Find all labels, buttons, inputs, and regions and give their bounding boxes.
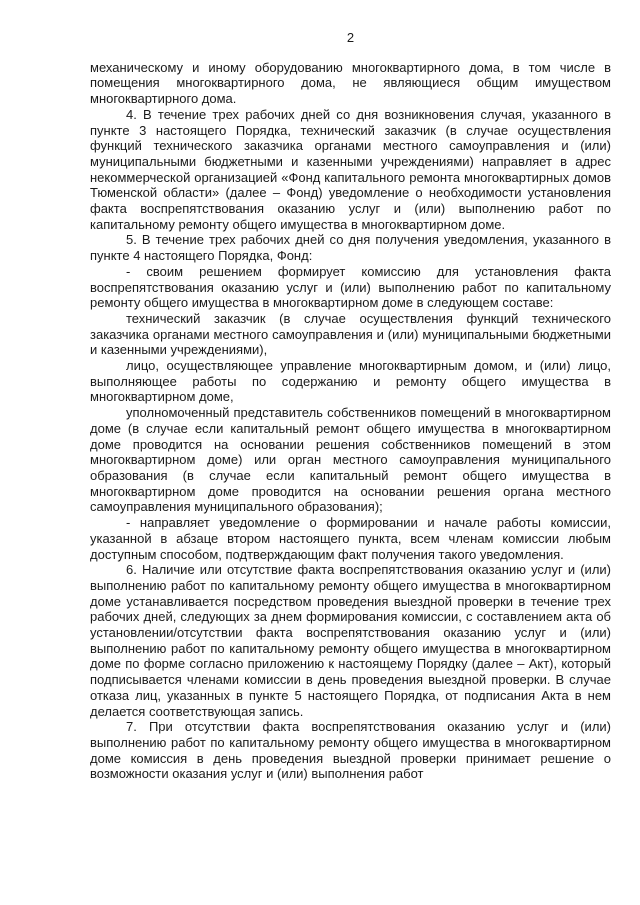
paragraph-member-manager: лицо, осуществляющее управление многоквартирным домом, и (или) лицо, выполняющее работы по содержанию и ремонту общего имущества в многоквартирном доме, (90, 358, 611, 405)
paragraph-item-5: 5. В течение трех рабочих дней со дня получения уведомления, указанного в пункте 4 настоящего Порядка, Фонд: (90, 232, 611, 264)
paragraph-item-4: 4. В течение трех рабочих дней со дня возникновения случая, указанного в пункте 3 настоящего Порядка, технический заказчик (в случае осуществления функций технического заказчика органами местного самоуправления и (или) муниципальными бюджетными и казенными учреждениями) направляет в адрес некоммерческой организацией «Фонд капитального ремонта многоквартирных домов Тюменской области» (далее – Фонд) уведомление о необходимости установления факта воспрепятствования оказанию услуг и (или) выполнению работ по капитальному ремонту общего имущества в многоквартирном доме. (90, 106, 611, 232)
paragraph-member-customer: технический заказчик (в случае осуществления функций технического заказчика органами местного самоуправления и (или) муниципальными бюджетными и казенными учреждениями), (90, 310, 611, 358)
paragraph-continuation: механическому и иному оборудованию многоквартирного дома, в том числе в помещения многоквартирного дома, не являющиеся общим имуществом многоквартирного дома. (90, 59, 611, 107)
paragraph-item-5-notice: - направляет уведомление о формировании и начале работы комиссии, указанной в абзаце втором настоящего пункта, всем членам комиссии любым доступным способом, подтверждающим факт получения такого уведомления. (90, 515, 611, 562)
paragraph-member-representative: уполномоченный представитель собственников помещений в многоквартирном доме (в случае если капитальный ремонт общего имущества в многоквартирном доме проводится на основании решения собственников помещений в этом многоквартирном доме) или орган местного самоуправления муниципального образования (в случае если капитальный ремонт общего имущества в многоквартирном доме проводится на основании решения органа местного самоуправления муниципального образования); (90, 405, 611, 515)
paragraph-item-7: 7. При отсутствии факта воспрепятствования оказанию услуг и (или) выполнению работ по капитальному ремонту общего имущества в многоквартирном доме комиссия в день проведения выездной проверки принимает решение о возможности оказания услуг и (или) выполнения работ (90, 719, 611, 782)
document-page (90, 30, 611, 782)
page-number: 2 (346, 30, 355, 45)
paragraph-item-5-commission: - своим решением формирует комиссию для установления факта воспрепятствования оказанию услуг и (или) выполнению работ по капитальному ремонту общего имущества в многоквартирном доме в следующем составе: (90, 263, 611, 311)
paragraph-item-6: 6. Наличие или отсутствие факта воспрепятствования оказанию услуг и (или) выполнению работ по капитальному ремонту общего имущества в многоквартирном доме устанавливается посредством проведения выездной проверки в течение трех рабочих дней, следующих за днем формирования комиссии, с составлением акта об установлении/отсутствии факта воспрепятствования оказанию услуг и (или) выполнению работ по капитальному ремонту общего имущества в многоквартирном доме по форме согласно приложению к настоящему Порядку (далее – Акт), который подписывается членами комиссии в день проведения выездной проверки. В случае отказа лиц, указанных в пункте 5 настоящего Порядка, от подписания Акта в нем делается соответствующая запись. (90, 562, 611, 719)
